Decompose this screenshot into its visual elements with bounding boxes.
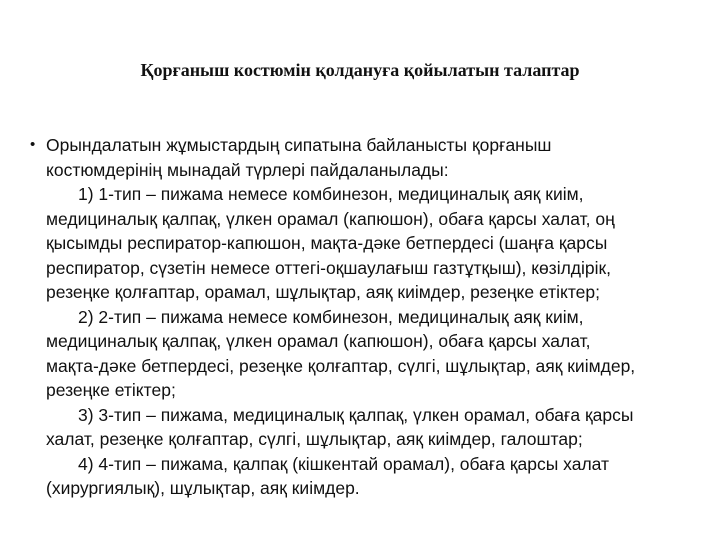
text-line: костюмдерінің мынадай түрлері пайдаланылады:	[46, 159, 449, 180]
text-line: халат, резеңке қолғаптар, сүлгі, шұлықтар, аяқ киімдер, галоштар;	[46, 429, 583, 449]
text-line: медициналық қалпақ, үлкен орамал (капюшон), обаға қарсы халат, оң	[46, 208, 615, 229]
text-line: респиратор, сүзетін немесе оттегі-оқшаулағыш газтұтқыш), көзілдірік,	[46, 257, 612, 278]
text-line: мақта-дәке бетпердесі, резеңке қолғаптар, сүлгі, шұлықтар, аяқ киімдер,	[46, 355, 636, 376]
list-item-type-1: 1) 1-тип – пижама немесе комбинезон, медициналық аяқ киім,	[78, 184, 584, 204]
bullet-icon: •	[30, 136, 36, 153]
text-line: резеңке қолғаптар, орамал, шұлықтар, аяқ киімдер, резеңке етіктер;	[46, 282, 600, 302]
text-line: Орындалатын жұмыстардың сипатына байланысты қорғаныш	[46, 135, 552, 155]
bullet-text	[46, 133, 690, 501]
bullet-item	[30, 133, 690, 501]
list-item-type-3: 3) 3-тип – пижама, медициналық қалпақ, үлкен орамал, обаға қарсы	[78, 404, 634, 425]
list-item-type-2: 2) 2-тип – пижама немесе комбинезон, медициналық аяқ киім,	[78, 306, 584, 327]
text-line: қысымды респиратор-капюшон, мақта-дәке бетпердесі (шаңға қарсы	[46, 233, 608, 253]
list-item-type-4: 4) 4-тип – пижама, қалпақ (кішкентай орамал), обаға қарсы халат	[78, 453, 610, 474]
text-line: резеңке етіктер;	[46, 380, 176, 400]
slide-content	[30, 133, 690, 501]
text-line: медициналық қалпақ, үлкен орамал (капюшон), обаға қарсы халат,	[46, 331, 591, 351]
text-line: (хирургиялық), шұлықтар, аяқ киімдер.	[46, 478, 360, 498]
slide-title: Қорғаныш костюмін қолдануға қойылатын талаптар	[140, 60, 580, 80]
